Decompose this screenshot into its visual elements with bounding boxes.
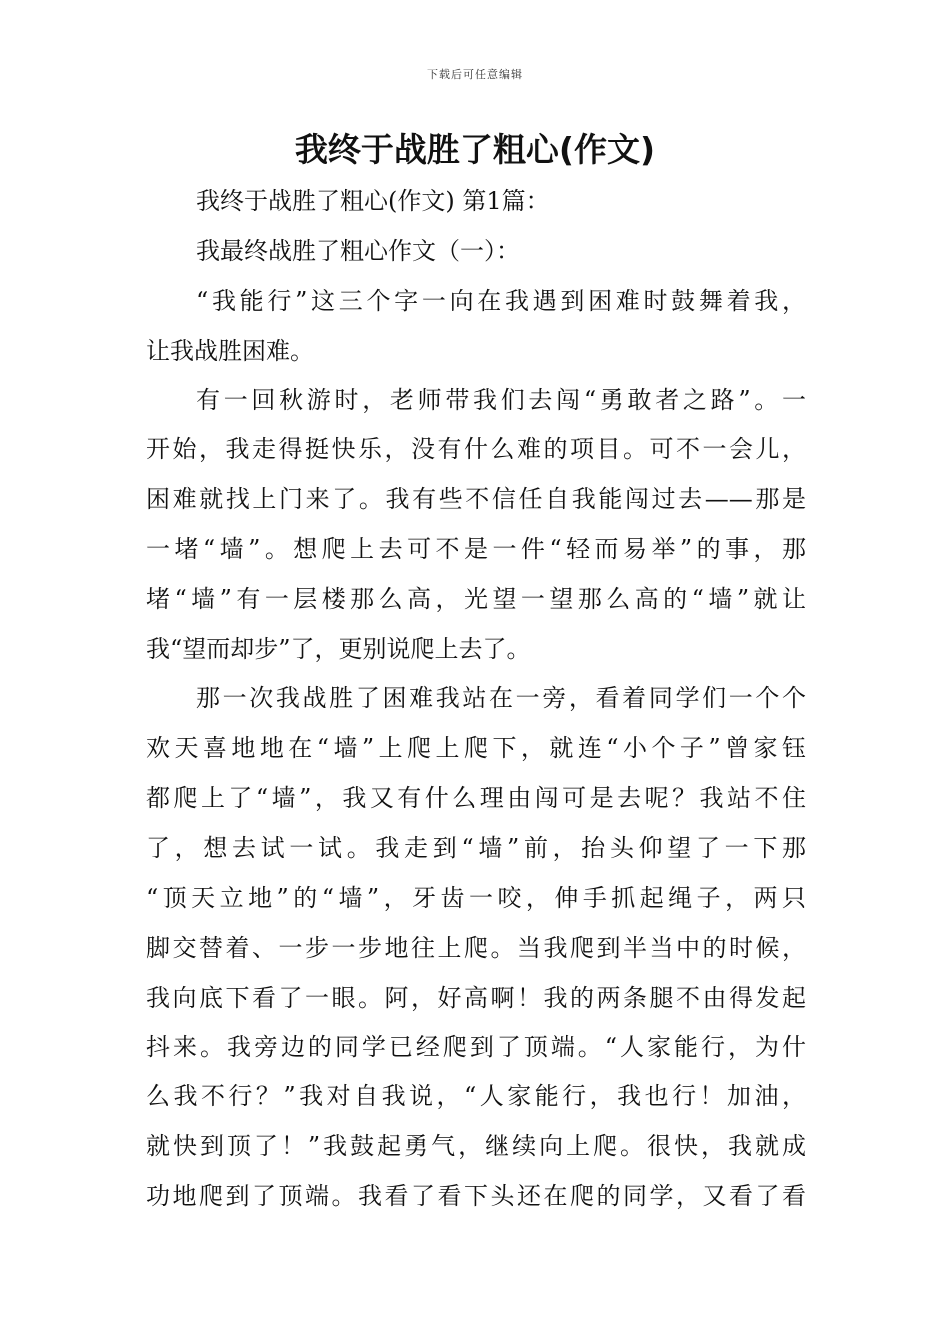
paragraph-line: 一堵“墙”。想爬上去可不是一件“轻而易举”的事，那 bbox=[146, 535, 806, 563]
paragraph-line: 了，想去试一试。我走到“墙”前，抬头仰望了一下那 bbox=[146, 834, 806, 862]
paragraph-line: 我“望而却步”了，更别说爬上去了。 bbox=[146, 635, 531, 663]
header-note: 下载后可任意编辑 bbox=[427, 68, 523, 81]
subtitle-line: 我终于战胜了粗心(作文) 第1篇： bbox=[196, 187, 550, 215]
paragraph-line: 脚交替着、一步一步地往上爬。当我爬到半当中的时候， bbox=[146, 934, 806, 962]
paragraph-line: 功地爬到了顶端。我看了看下头还在爬的同学，又看了看 bbox=[146, 1182, 806, 1210]
paragraph-line: 让我战胜困难。 bbox=[146, 337, 314, 365]
paragraph-line: “顶天立地”的“墙”，牙齿一咬，伸手抓起绳子，两只 bbox=[146, 884, 806, 912]
paragraph-line: 有一回秋游时，老师带我们去闯“勇敢者之路”。一 bbox=[196, 386, 806, 414]
paragraph-line: 堵“墙”有一层楼那么高，光望一望那么高的“墙”就让 bbox=[146, 585, 806, 613]
paragraph-line: 开始，我走得挺快乐，没有什么难的项目。可不一会儿， bbox=[146, 435, 806, 463]
section-heading: 我最终战胜了粗心作文（一）： bbox=[196, 237, 520, 265]
paragraph-line: 困难就找上门来了。我有些不信任自我能闯过去——那是 bbox=[146, 485, 806, 513]
document-title: 我终于战胜了粗心(作文) bbox=[294, 130, 656, 169]
paragraph-line: 抖来。我旁边的同学已经爬到了顶端。“人家能行，为什 bbox=[146, 1033, 806, 1061]
paragraph-line: 就快到顶了！”我鼓起勇气，继续向上爬。很快，我就成 bbox=[146, 1132, 806, 1160]
paragraph-line: 欢天喜地地在“墙”上爬上爬下，就连“小个子”曾家钰 bbox=[146, 734, 806, 762]
paragraph-line: 我向底下看了一眼。阿，好高啊！我的两条腿不由得发起 bbox=[146, 984, 806, 1012]
paragraph-line: 那一次我战胜了困难我站在一旁，看着同学们一个个 bbox=[196, 684, 806, 712]
paragraph-line: 都爬上了“墙”，我又有什么理由闯可是去呢？我站不住 bbox=[146, 784, 806, 812]
paragraph-line: 么我不行？”我对自我说，“人家能行，我也行！加油， bbox=[146, 1082, 806, 1110]
paragraph-line: “我能行”这三个字一向在我遇到困难时鼓舞着我， bbox=[196, 287, 806, 315]
